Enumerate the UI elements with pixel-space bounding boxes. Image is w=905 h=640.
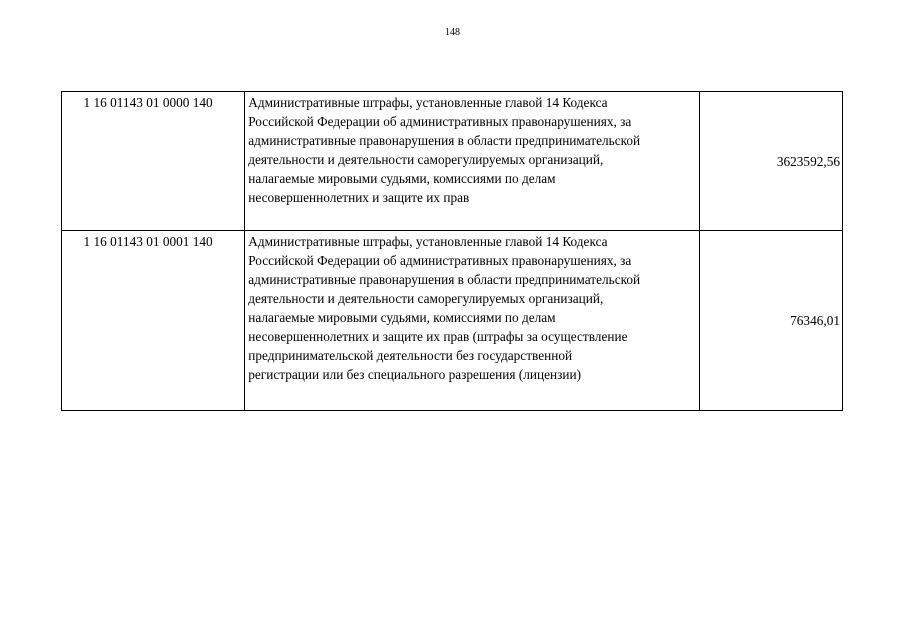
description-line: несовершеннолетних и защите их прав (штрафы за осуществление bbox=[248, 329, 628, 344]
budget-code-cell: 1 16 01143 01 0001 140 bbox=[62, 231, 245, 411]
description-line: налагаемые мировыми судьями, комиссиями по делам bbox=[248, 310, 556, 325]
description-line: административные правонарушения в области предпринимательской bbox=[248, 272, 641, 287]
description-line: Российской Федерации об административных правонарушениях, за bbox=[248, 114, 632, 129]
description-line: деятельности и деятельности саморегулируемых организаций, bbox=[248, 152, 604, 167]
description-line: Административные штрафы, установленные главой 14 Кодекса bbox=[248, 234, 608, 249]
table-row bbox=[62, 231, 843, 411]
amount-cell: 3623592,56 bbox=[699, 92, 842, 231]
description-cell bbox=[245, 92, 700, 231]
budget-revenue-table bbox=[61, 91, 843, 411]
table-row bbox=[62, 92, 843, 231]
description-line: деятельности и деятельности саморегулируемых организаций, bbox=[248, 291, 604, 306]
description-line: предпринимательской деятельности без государственной bbox=[248, 348, 573, 363]
description-line: несовершеннолетних и защите их прав bbox=[248, 190, 470, 205]
description-cell bbox=[245, 231, 700, 411]
amount-cell: 76346,01 bbox=[699, 231, 842, 411]
description-line: административные правонарушения в области предпринимательской bbox=[248, 133, 641, 148]
description-line: Административные штрафы, установленные главой 14 Кодекса bbox=[248, 95, 608, 110]
budget-code-cell: 1 16 01143 01 0000 140 bbox=[62, 92, 245, 231]
description-line: налагаемые мировыми судьями, комиссиями по делам bbox=[248, 171, 556, 186]
page-number: 148 bbox=[445, 27, 460, 38]
description-line: регистрации или без специального разрешения (лицензии) bbox=[248, 367, 581, 382]
description-line: Российской Федерации об административных правонарушениях, за bbox=[248, 253, 632, 268]
